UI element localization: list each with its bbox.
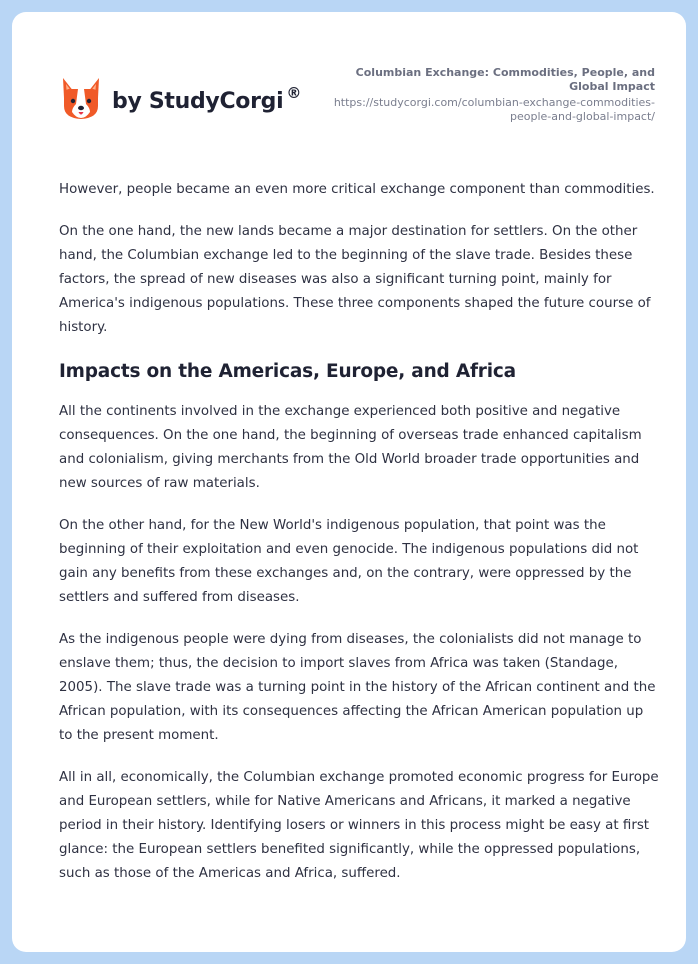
header <box>12 12 686 152</box>
document-url[interactable]: https://studycorgi.com/columbian-exchange-commodities-people-and-global-impact/ <box>333 96 655 123</box>
paragraph: However, people became an even more critical exchange component than commodities. <box>59 182 655 197</box>
document-card <box>12 12 686 952</box>
corgi-icon <box>60 76 102 122</box>
paragraph: All the continents involved in the exchange experienced both positive and negative consequences. On the one hand, the beginning of overseas trade enhanced capitalism and colonialism, giving merchants from the Old World broader trade opportunities and new sources of raw materials. <box>59 404 642 491</box>
document-meta <box>315 66 655 124</box>
paragraph: All in all, economically, the Columbian exchange promoted economic progress for Europe and European settlers, while for Native Americans and Africans, it marked a negative period in their history. Identifying losers or winners in this process might be easy at first glance: the European settlers benefited significantly, while the oppressed populations, such as those of the Americas and Africa, suffered. <box>59 770 659 881</box>
brand-name: by StudyCorgi ® <box>112 83 302 114</box>
section-heading: Impacts on the Americas, Europe, and Africa <box>59 361 516 382</box>
article-body <box>59 178 659 904</box>
paragraph: On the one hand, the new lands became a major destination for settlers. On the other hand, the Columbian exchange led to the beginning of the slave trade. Besides these factors, the spread of new diseases was also a significant turning point, mainly for America's indigenous populations. These three components shaped the future course of history. <box>59 224 651 335</box>
registered-mark: ® <box>286 83 302 102</box>
paragraph: On the other hand, for the New World's indigenous population, that point was the beginning of their exploitation and even genocide. The indigenous populations did not gain any benefits from these exchanges and, on the contrary, were oppressed by the settlers and suffered from diseases. <box>59 518 639 605</box>
paragraph: As the indigenous people were dying from diseases, the colonialists did not manage to enslave them; thus, the decision to import slaves from Africa was taken (Standage, 2005). The slave trade was a turning point in the history of the African continent and the African population, with its consequences affecting the African American population up to the present moment. <box>59 632 656 743</box>
document-title: Columbian Exchange: Commodities, People, and Global Impact <box>355 66 655 93</box>
studycorgi-logo[interactable] <box>60 76 301 122</box>
